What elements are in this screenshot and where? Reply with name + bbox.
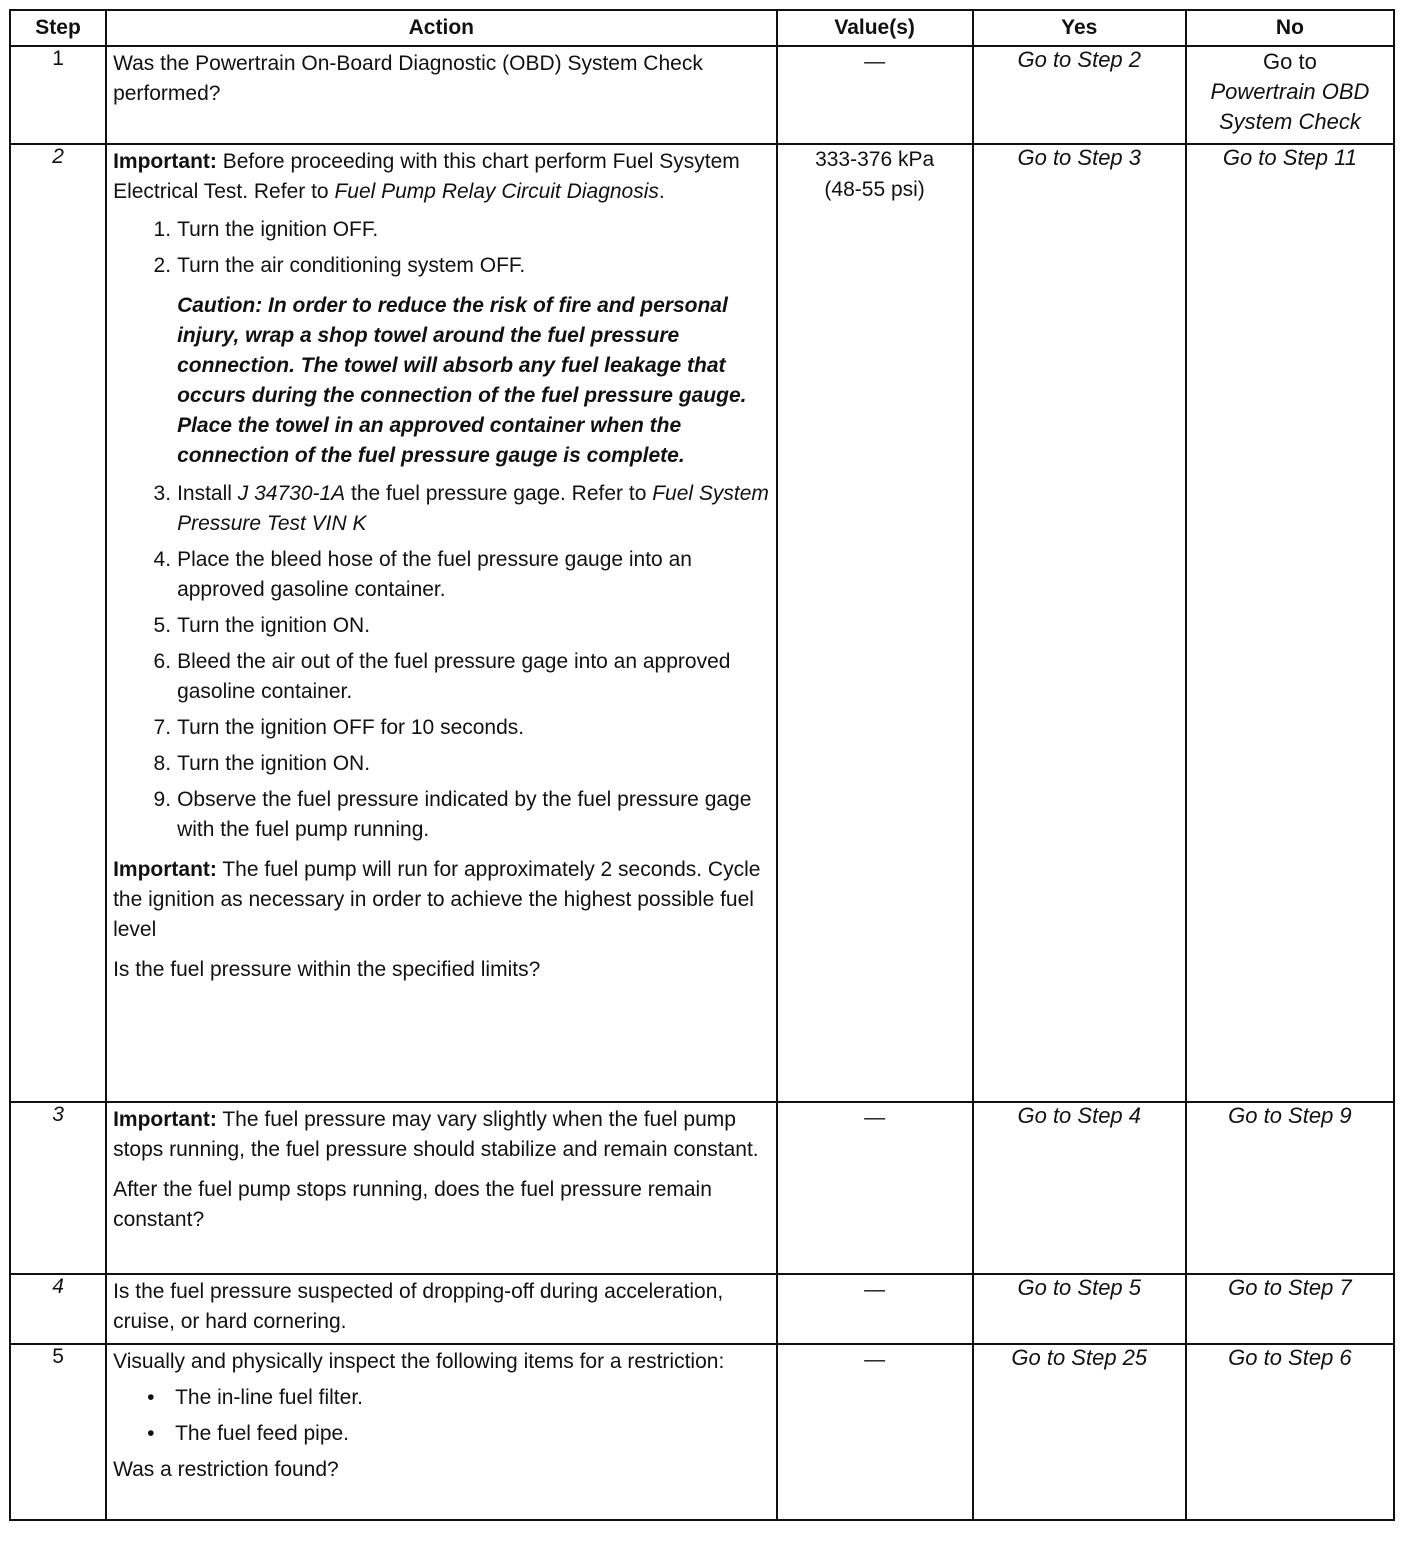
value-cell bbox=[777, 1274, 973, 1344]
no-line2: Powertrain OBD System Check bbox=[1210, 79, 1370, 134]
step-text: Place the bleed hose of the fuel pressure gauge into an approved gasoline container. bbox=[177, 548, 692, 601]
step-text: Turn the air conditioning system OFF. bbox=[177, 254, 526, 277]
yes-link[interactable]: Go to Step 3 bbox=[973, 144, 1186, 1102]
list-item: 9. Observe the fuel pressure indicated by the fuel pressure gage with the fuel pump running. bbox=[153, 788, 752, 841]
list-item: • The in-line fuel filter. bbox=[147, 1386, 363, 1409]
step-text: Install bbox=[177, 482, 232, 505]
important-label: Important: bbox=[113, 1108, 217, 1131]
question-text: After the fuel pump stops running, does the fuel pressure remain constant? bbox=[113, 1178, 712, 1231]
diagnostic-table bbox=[9, 9, 1395, 1521]
list-item: 3. Install J 34730-1A the fuel pressure gage. Refer to Fuel System Pressure Test VIN K bbox=[153, 482, 769, 535]
step-number: 3 bbox=[10, 1102, 106, 1274]
value-kpa: 333-376 kPa bbox=[815, 148, 935, 171]
no-link[interactable]: Go to Step 9 bbox=[1186, 1102, 1394, 1274]
reference-link[interactable]: Fuel Pump Relay Circuit Diagnosis bbox=[334, 180, 659, 203]
procedure-list bbox=[113, 479, 769, 845]
step-number: 2 bbox=[10, 144, 106, 1102]
no-link[interactable]: Go to Step 11 bbox=[1186, 144, 1394, 1102]
value-dash: — bbox=[864, 1348, 886, 1371]
header-action: Action bbox=[106, 10, 776, 46]
action-cell bbox=[106, 1274, 776, 1344]
step-text: Turn the ignition OFF for 10 seconds. bbox=[177, 716, 525, 739]
important-label: Important: bbox=[113, 858, 217, 881]
list-item: 4. Place the bleed hose of the fuel pressure gauge into an approved gasoline container. bbox=[153, 548, 692, 601]
yes-link[interactable]: Go to Step 25 bbox=[973, 1344, 1186, 1520]
inspection-list bbox=[113, 1383, 769, 1449]
list-item: 2. Turn the air conditioning system OFF. bbox=[153, 254, 526, 277]
important-end: . bbox=[658, 180, 665, 203]
table-row bbox=[10, 144, 1394, 1102]
yes-link[interactable]: Go to Step 5 bbox=[973, 1274, 1186, 1344]
bullet-text: The in-line fuel filter. bbox=[175, 1386, 363, 1409]
caution-note: Caution: In order to reduce the risk of fire and personal injury, wrap a shop towel around the fuel pressure connection. The towel will absorb any fuel leakage that occurs during the connection of the fuel pressure gauge. Place the towel in an approved container when the connection of the fuel pressure gauge is complete. bbox=[177, 294, 747, 467]
no-link[interactable]: Go to Step 6 bbox=[1186, 1344, 1394, 1520]
action-text: Visually and physically inspect the following items for a restriction: bbox=[113, 1350, 725, 1373]
header-no: No bbox=[1186, 10, 1394, 46]
step-text: Turn the ignition ON. bbox=[177, 752, 371, 775]
step-text: Turn the ignition OFF. bbox=[177, 218, 379, 241]
step-text: Bleed the air out of the fuel pressure gage into an approved gasoline container. bbox=[177, 650, 731, 703]
step-number: 1 bbox=[10, 46, 106, 144]
question-text: Was a restriction found? bbox=[113, 1458, 339, 1481]
important-note bbox=[113, 147, 769, 207]
step-text: Turn the ignition ON. bbox=[177, 614, 371, 637]
important-label: Important: bbox=[113, 150, 217, 173]
step-number: 5 bbox=[10, 1344, 106, 1520]
question-text: Is the fuel pressure suspected of dropping-off during acceleration, cruise, or hard cornering. bbox=[113, 1280, 724, 1333]
table-row bbox=[10, 1344, 1394, 1520]
no-link[interactable]: Go to Step 7 bbox=[1186, 1274, 1394, 1344]
yes-link[interactable]: Go to Step 2 bbox=[973, 46, 1186, 144]
list-item: 6. Bleed the air out of the fuel pressure gage into an approved gasoline container. bbox=[153, 650, 731, 703]
action-cell bbox=[106, 144, 776, 1102]
action-cell bbox=[106, 1344, 776, 1520]
value-cell bbox=[777, 1102, 973, 1274]
list-item: 8. Turn the ignition ON. bbox=[153, 752, 371, 775]
procedure-list bbox=[113, 215, 769, 281]
important-note bbox=[113, 1105, 769, 1165]
important-text: Before proceeding with this chart perform Fuel Sysytem Electrical Test. Refer to bbox=[113, 150, 740, 203]
header-yes: Yes bbox=[973, 10, 1186, 46]
action-cell bbox=[106, 1102, 776, 1274]
table-row bbox=[10, 1274, 1394, 1344]
no-cell[interactable] bbox=[1186, 46, 1394, 144]
important-note bbox=[113, 855, 769, 945]
value-psi: (48-55 psi) bbox=[824, 178, 925, 201]
header-row bbox=[10, 10, 1394, 46]
value-dash: — bbox=[864, 1106, 886, 1129]
list-item: 1. Turn the ignition OFF. bbox=[153, 218, 379, 241]
no-line1: Go to bbox=[1263, 49, 1317, 74]
header-value: Value(s) bbox=[777, 10, 973, 46]
value-cell bbox=[777, 46, 973, 144]
value-dash: — bbox=[864, 50, 886, 73]
value-cell bbox=[777, 1344, 973, 1520]
table-row bbox=[10, 46, 1394, 144]
yes-link[interactable]: Go to Step 4 bbox=[973, 1102, 1186, 1274]
list-item: 7. Turn the ignition OFF for 10 seconds. bbox=[153, 716, 525, 739]
bullet-text: The fuel feed pipe. bbox=[175, 1422, 350, 1445]
value-dash: — bbox=[864, 1278, 886, 1301]
table-row bbox=[10, 1102, 1394, 1274]
reference-link[interactable]: Fuel System Pressure Test VIN K bbox=[177, 482, 769, 535]
action-cell bbox=[106, 46, 776, 144]
step-text: the fuel pressure gage. Refer to bbox=[351, 482, 647, 505]
step-text: Observe the fuel pressure indicated by the fuel pressure gage with the fuel pump running. bbox=[177, 788, 752, 841]
tool-number: J 34730-1A bbox=[237, 482, 346, 505]
important-text: The fuel pump will run for approximately 2 seconds. Cycle the ignition as necessary in order to achieve the highest possible fuel level bbox=[113, 858, 761, 941]
action-text: Was the Powertrain On-Board Diagnostic (OBD) System Check performed? bbox=[113, 52, 703, 105]
list-item: • The fuel feed pipe. bbox=[147, 1422, 350, 1445]
header-step: Step bbox=[10, 10, 106, 46]
step-number: 4 bbox=[10, 1274, 106, 1344]
value-cell bbox=[777, 144, 973, 1102]
list-item: 5. Turn the ignition ON. bbox=[153, 614, 371, 637]
question-text: Is the fuel pressure within the specified limits? bbox=[113, 958, 541, 981]
important-text: The fuel pressure may vary slightly when the fuel pump stops running, the fuel pressure should stabilize and remain constant. bbox=[113, 1108, 759, 1161]
